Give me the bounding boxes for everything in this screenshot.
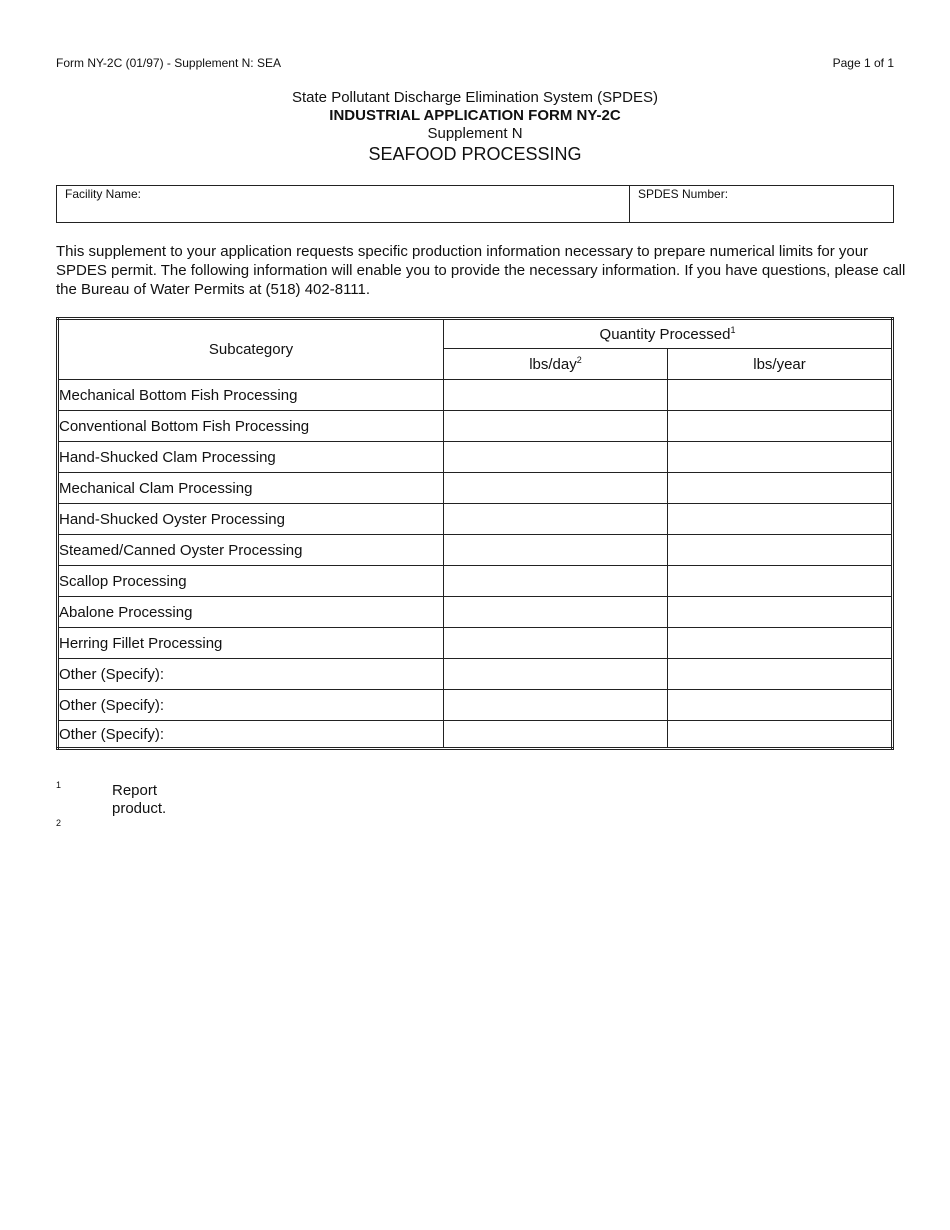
facility-name-label: Facility Name:: [65, 187, 142, 201]
table-row: [58, 411, 893, 442]
table-row: [58, 380, 893, 411]
lbs-per-year-cell[interactable]: [668, 504, 893, 535]
lbs-per-day-cell[interactable]: [444, 690, 668, 721]
production-table: [56, 317, 894, 750]
supplement-title: Supplement N: [427, 125, 523, 142]
table-row: [58, 566, 893, 597]
lbs-per-year-cell[interactable]: [668, 566, 893, 597]
facility-name-field[interactable]: [57, 186, 630, 222]
lbs-per-day-cell[interactable]: [444, 411, 668, 442]
program-title: State Pollutant Discharge Elimination System (SPDES): [292, 89, 658, 106]
facility-info-box: [56, 185, 894, 223]
intro-paragraph: This supplement to your application requests specific production information necessary to prepare numerical limits for your SPDES permit. The following information will enable you to provide the necessary information. If you have questions, please call the Bureau of Water Permits at (518) 402-8111.: [56, 243, 906, 298]
lbs-per-day-cell[interactable]: [444, 504, 668, 535]
table-row: [58, 473, 893, 504]
table-row: [58, 628, 893, 659]
spdes-number-label: SPDES Number:: [638, 187, 729, 201]
lbs-per-year-cell[interactable]: [668, 473, 893, 504]
subcategory-label: Steamed/Canned Oyster Processing: [58, 535, 444, 566]
lbs-per-year-cell[interactable]: [668, 597, 893, 628]
subcategory-label: Other (Specify):: [58, 659, 444, 690]
spdes-number-field[interactable]: [630, 186, 893, 222]
lbs-per-day-cell[interactable]: [444, 442, 668, 473]
lbs-per-day-cell[interactable]: [444, 566, 668, 597]
table-row: [58, 504, 893, 535]
lbs-per-day-cell[interactable]: [444, 473, 668, 504]
lbs-per-day-cell[interactable]: [444, 535, 668, 566]
lbs-per-year-cell[interactable]: [668, 411, 893, 442]
page-number: Page 1 of 1: [832, 56, 894, 70]
form-id: Form NY-2C (01/97) - Supplement N: SEA: [56, 56, 281, 70]
lbs-per-year-header: lbs/year: [668, 349, 893, 380]
footnote-ref-1: 1: [730, 325, 736, 335]
subcategory-label: Mechanical Bottom Fish Processing: [58, 380, 444, 411]
lbs-per-day-cell[interactable]: [444, 659, 668, 690]
subcategory-label: Abalone Processing: [58, 597, 444, 628]
subcategory-label: Herring Fillet Processing: [58, 628, 444, 659]
category-title: SEAFOOD PROCESSING: [368, 144, 582, 164]
lbs-per-year-cell[interactable]: [668, 659, 893, 690]
table-row: [58, 659, 893, 690]
quantity-processed-header: Quantity Processed$^1$: [444, 319, 893, 349]
title-block: [0, 89, 950, 165]
lbs-per-day-cell[interactable]: [444, 628, 668, 659]
lbs-per-year-cell[interactable]: [668, 628, 893, 659]
table-row: [58, 442, 893, 473]
lbs-per-day-cell[interactable]: [444, 597, 668, 628]
table-row: [58, 690, 893, 721]
lbs-per-year-cell[interactable]: [668, 721, 893, 749]
footnote-ref-2: 2: [576, 355, 582, 365]
subcategory-label: Other (Specify):: [58, 690, 444, 721]
lbs-per-year-cell[interactable]: [668, 442, 893, 473]
lbs-per-day-cell[interactable]: [444, 721, 668, 749]
lbs-per-day-header: lbs/day$^2$: [444, 349, 668, 380]
production-table-container: [56, 317, 894, 750]
subcategory-label: Conventional Bottom Fish Processing: [58, 411, 444, 442]
table-row: [58, 597, 893, 628]
subcategory-header: Subcategory: [58, 319, 444, 380]
lbs-per-year-cell[interactable]: [668, 380, 893, 411]
table-row: [58, 535, 893, 566]
lbs-per-year-cell[interactable]: [668, 690, 893, 721]
footnote-text: Report product.: [112, 782, 167, 817]
form-title: INDUSTRIAL APPLICATION FORM NY-2C: [329, 107, 621, 124]
footnote-mark-2: 2: [56, 818, 62, 828]
subcategory-label: Other (Specify):: [58, 721, 444, 749]
subcategory-label: Scallop Processing: [58, 566, 444, 597]
subcategory-label: Hand-Shucked Oyster Processing: [58, 504, 444, 535]
lbs-per-year-cell[interactable]: [668, 535, 893, 566]
subcategory-label: Hand-Shucked Clam Processing: [58, 442, 444, 473]
footnote-mark-1: 1: [56, 780, 62, 790]
lbs-per-day-cell[interactable]: [444, 380, 668, 411]
subcategory-label: Mechanical Clam Processing: [58, 473, 444, 504]
table-row: [58, 721, 893, 749]
